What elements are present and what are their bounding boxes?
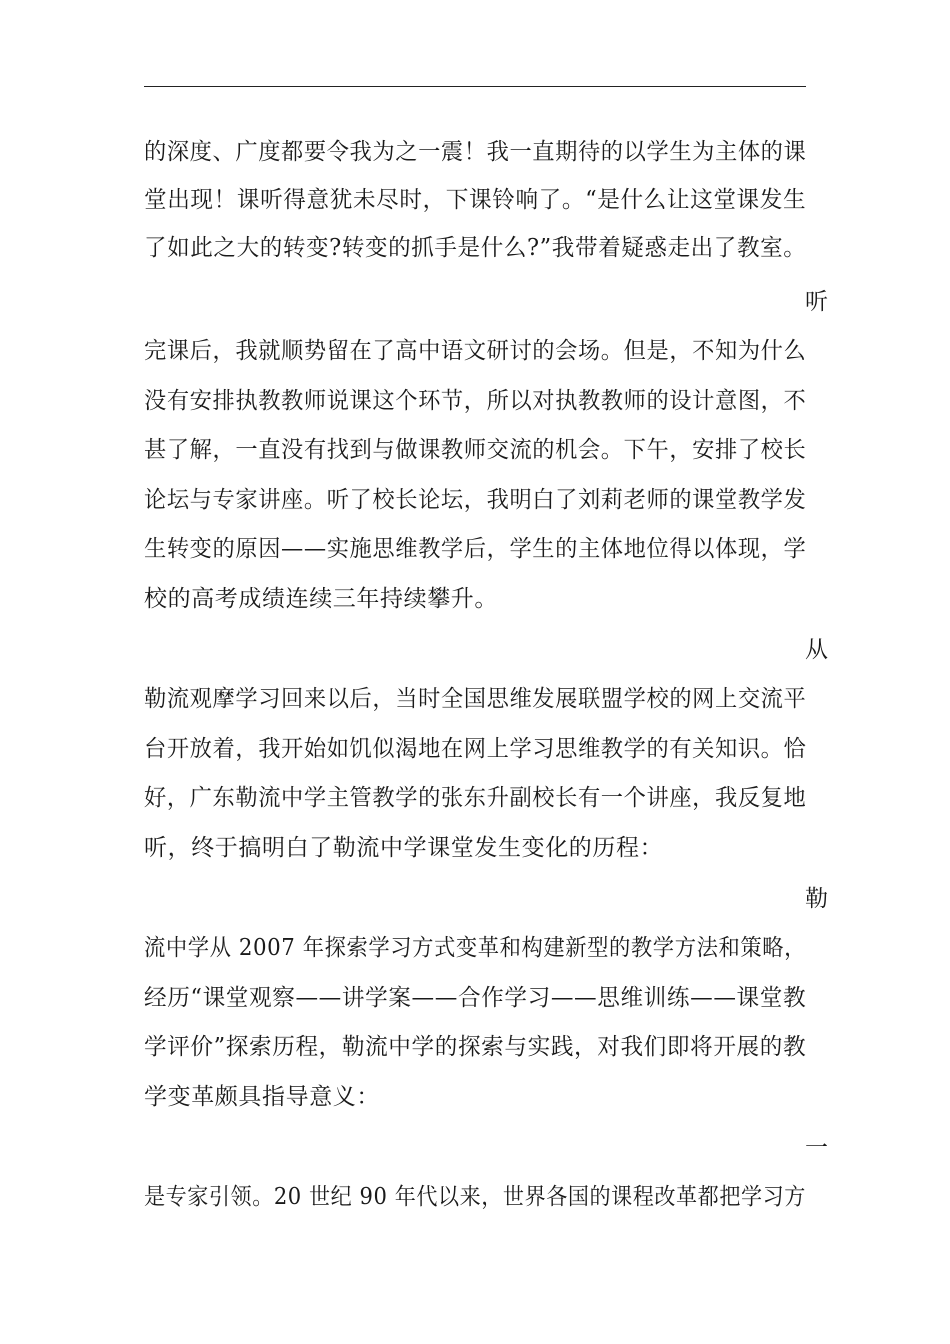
text-line: 甚了解，一直没有找到与做课教师交流的机会。下午，安排了校长 bbox=[144, 437, 807, 463]
text-line: 论坛与专家讲座。听了校长论坛，我明白了刘莉老师的课堂教学发 bbox=[144, 487, 807, 513]
header-rule bbox=[144, 86, 806, 87]
paragraph-lead-char: 从 bbox=[805, 637, 828, 663]
paragraph-lead-char: 听 bbox=[805, 289, 828, 315]
text-line: 经历“课堂观察——讲学案——合作学习——思维训练——课堂教 bbox=[144, 985, 807, 1011]
text-line: 流中学从 2007 年探索学习方式变革和构建新型的教学方法和策略， bbox=[144, 935, 806, 961]
paragraph-lead-char: 勒 bbox=[805, 886, 828, 912]
text-line: 校的高考成绩连续三年持续攀升。 bbox=[144, 586, 498, 612]
text-line: 好，广东勒流中学主管教学的张东升副校长有一个讲座，我反复地 bbox=[144, 785, 807, 811]
text-line: 了如此之大的转变?转变的抓手是什么?”我带着疑惑走出了教室。 bbox=[144, 235, 807, 261]
text-line: 的深度、广度都要令我为之一震！我一直期待的以学生为主体的课 bbox=[144, 139, 807, 165]
text-line: 是专家引领。20 世纪 90 年代以来，世界各国的课程改革都把学习方 bbox=[144, 1184, 806, 1210]
text-line: 学评价”探索历程，勒流中学的探索与实践，对我们即将开展的教 bbox=[144, 1034, 807, 1060]
text-line: 学变革颇具指导意义： bbox=[144, 1084, 380, 1110]
text-line: 没有安排执教教师说课这个环节，所以对执教教师的设计意图，不 bbox=[144, 388, 807, 414]
text-line: 堂出现！课听得意犹未尽时，下课铃响了。“是什么让这堂课发生 bbox=[144, 187, 807, 213]
text-line: 听，终于搞明白了勒流中学课堂发生变化的历程： bbox=[144, 835, 664, 861]
text-line: 完课后，我就顺势留在了高中语文研讨的会场。但是，不知为什么 bbox=[144, 338, 807, 364]
paragraph-lead-char: 一 bbox=[805, 1135, 828, 1161]
text-line: 台开放着，我开始如饥似渴地在网上学习思维教学的有关知识。恰 bbox=[144, 736, 807, 762]
text-line: 生转变的原因——实施思维教学后，学生的主体地位得以体现，学 bbox=[144, 536, 807, 562]
text-line: 勒流观摩学习回来以后，当时全国思维发展联盟学校的网上交流平 bbox=[144, 686, 807, 712]
